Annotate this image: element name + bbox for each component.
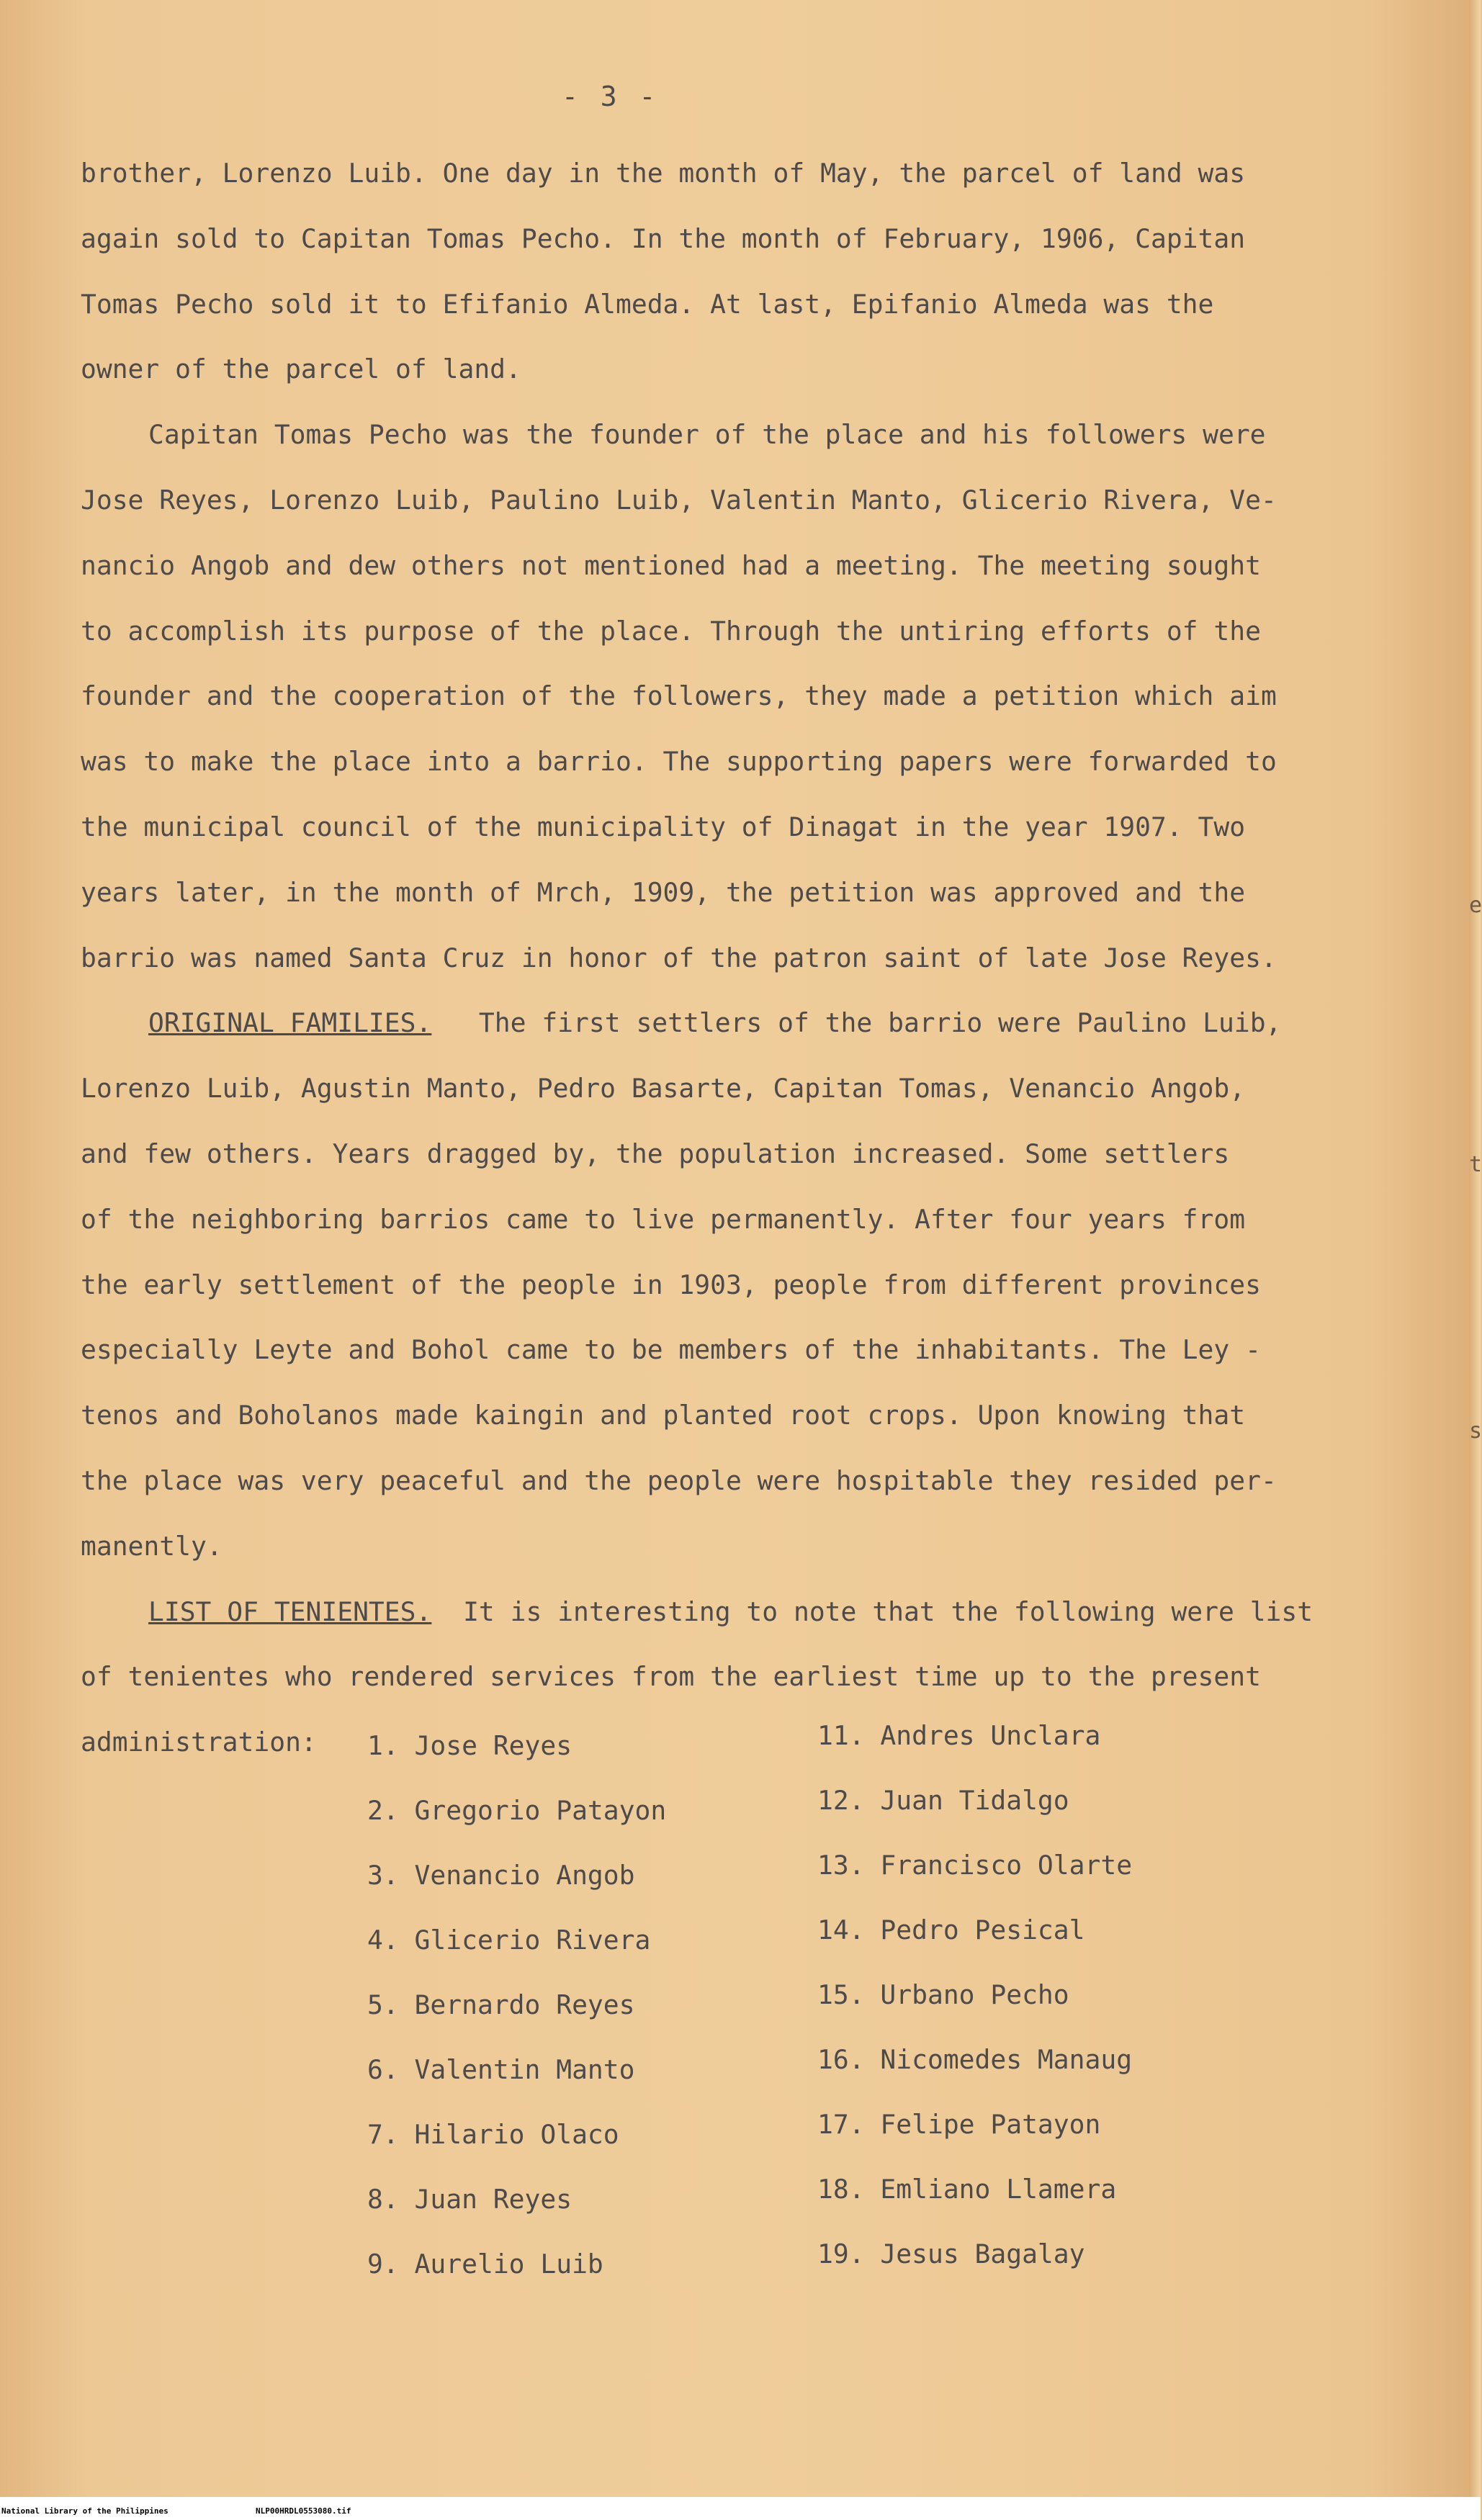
footer-filename: NLP00HRDL0553080.tif <box>256 2506 351 2516</box>
text-line: Jose Reyes, Lorenzo Luib, Paulino Luib, Valentin Manto, Glicerio Rivera, Ve- <box>81 484 1277 516</box>
list-item: 18. Emliano Llamera <box>817 2174 1117 2205</box>
text-line: administration: <box>81 1727 317 1758</box>
text-line: nancio Angob and dew others not mentioned had a meeting. The meeting sought <box>81 549 1261 581</box>
scan-footer <box>0 2497 1481 2520</box>
text-line: the municipal council of the municipality of Dinagat in the year 1907. Two <box>81 811 1246 842</box>
document-body <box>81 141 1370 1776</box>
list-item: 11. Andres Unclara <box>817 1720 1101 1751</box>
list-item: 7. Hilario Olaco <box>367 2119 619 2150</box>
text-line: brother, Lorenzo Luib. One day in the month of May, the parcel of land was <box>81 158 1246 189</box>
text-line: manently. <box>81 1530 223 1562</box>
text-line: and few others. Years dragged by, the population increased. Some settlers <box>81 1138 1230 1169</box>
list-item: 19. Jesus Bagalay <box>817 2238 1085 2269</box>
margin-mark: s <box>1469 1418 1482 1444</box>
footer-source: National Library of the Philippines <box>1 2506 169 2516</box>
page-edge <box>1469 0 1481 2497</box>
list-item: 15. Urbano Pecho <box>817 1979 1069 2010</box>
text-line: to accomplish its purpose of the place. Through the untiring efforts of the <box>81 615 1261 647</box>
list-item: 16. Nicomedes Manaug <box>817 2044 1133 2075</box>
text-line: was to make the place into a barrio. The supporting papers were forwarded to <box>81 746 1277 778</box>
text-line: of the neighboring barrios came to live permanently. After four years from <box>81 1203 1246 1235</box>
tenientes-list-left <box>367 1714 666 2297</box>
text-fragment: The first settlers of the barrio were Paulino Luib, <box>478 1007 1282 1039</box>
text-fragment: It is interesting to note that the following were list <box>463 1596 1313 1627</box>
text-line: the early settlement of the people in 1903, people from different provinces <box>81 1269 1261 1300</box>
text-line: again sold to Capitan Tomas Pecho. In the month of February, 1906, Capitan <box>81 222 1246 254</box>
list-item: 9. Aurelio Luib <box>367 2249 603 2280</box>
text-line <box>81 1580 1370 1645</box>
list-item: 2. Gregorio Patayon <box>367 1795 667 1826</box>
text-line: founder and the cooperation of the followers, they made a petition which aim <box>81 680 1277 712</box>
text-line: Tomas Pecho sold it to Efifanio Almeda. At last, Epifanio Almeda was the <box>81 288 1214 320</box>
list-item: 12. Juan Tidalgo <box>817 1785 1069 1816</box>
text-line: years later, in the month of Mrch, 1909, the petition was approved and the <box>81 876 1246 908</box>
list-item: 8. Juan Reyes <box>367 2184 572 2215</box>
text-line: barrio was named Santa Cruz in honor of the patron saint of late Jose Reyes. <box>81 942 1277 973</box>
margin-mark: t <box>1469 1152 1482 1177</box>
text-line: the place was very peaceful and the people were hospitable they resided per- <box>81 1464 1277 1496</box>
list-item: 17. Felipe Patayon <box>817 2109 1101 2140</box>
list-item: 1. Jose Reyes <box>367 1730 572 1761</box>
text-line: of tenientes who rendered services from the earliest time up to the present <box>81 1661 1261 1693</box>
text-line <box>81 991 1370 1056</box>
list-item: 6. Valentin Manto <box>367 2054 635 2085</box>
section-heading-original-families: ORIGINAL FAMILIES. <box>148 1007 432 1039</box>
tenientes-list-right <box>817 1704 1132 2287</box>
list-item: 4. Glicerio Rivera <box>367 1925 651 1956</box>
text-line: owner of the parcel of land. <box>81 354 521 385</box>
page-number: - 3 - <box>562 81 659 112</box>
section-heading-list-of-tenientes: LIST OF TENIENTES. <box>148 1596 432 1627</box>
text-line: Capitan Tomas Pecho was the founder of the place and his followers were <box>148 419 1266 451</box>
margin-mark: e <box>1469 893 1482 918</box>
list-item: 14. Pedro Pesical <box>817 1914 1085 1945</box>
list-item: 5. Bernardo Reyes <box>367 1989 635 2020</box>
list-item: 13. Francisco Olarte <box>817 1850 1133 1881</box>
text-line: especially Leyte and Bohol came to be members of the inhabitants. The Ley - <box>81 1334 1261 1366</box>
list-item: 3. Venancio Angob <box>367 1860 635 1891</box>
text-line: tenos and Boholanos made kaingin and planted root crops. Upon knowing that <box>81 1400 1246 1431</box>
text-line: Lorenzo Luib, Agustin Manto, Pedro Basarte, Capitan Tomas, Venancio Angob, <box>81 1073 1246 1104</box>
